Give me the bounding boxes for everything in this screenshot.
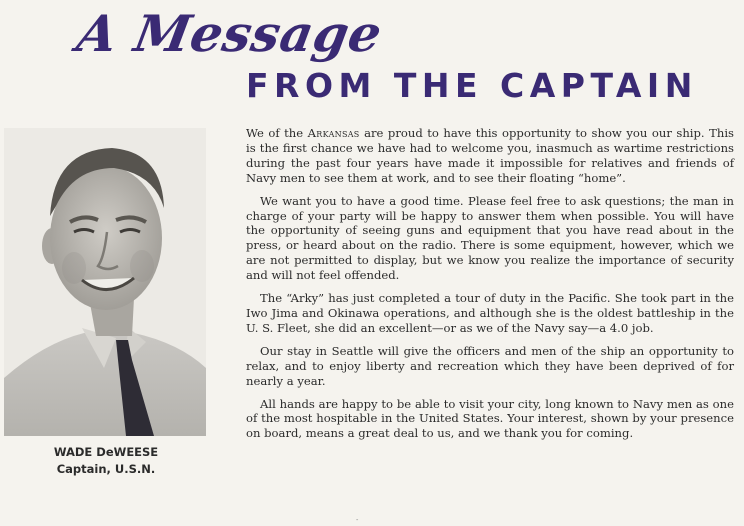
paragraph-5: All hands are happy to be able to visit your city, long known to Navy men as one of the most hospitable in the United States. Your interest, shown by your presence on board, means a great deal to us, and we thank you for coming.: [246, 396, 734, 441]
portrait-illustration: [4, 128, 206, 436]
captain-rank: Captain, U.S.N.: [56, 462, 156, 476]
captain-name: WADE DeWEESE: [53, 445, 159, 459]
paragraph-3: The “Arky” has just completed a tour of duty in the Pacific. She took part in the Iwo Jima and Okinawa operations, and although she is the oldest battleship in the U. S. Fleet, she did an excellent—or as we of the Navy say—a 4.0 job.: [246, 291, 734, 335]
paragraph-4: Our stay in Seattle will give the officers and men of the ship an opportunity to relax, and to enjoy liberty and recreation which they have been deprived of for nearly a year.: [246, 343, 734, 388]
ship-name: Arkansas: [307, 126, 360, 140]
page-title: FROM THE CAPTAIN: [246, 66, 698, 105]
script-heading: A Message: [72, 4, 387, 63]
paragraph-1: [246, 126, 734, 186]
paragraph-2: We want you to have a good time. Please feel free to ask questions; the man in charge of your party will be happy to answer them when possible. You will have the opportunity of seeing guns and equipment that you have read about in the press, or heard about on the radio. There is some equipment, however, which we are not permitted to display, but we know you realize the importance of security and will not feel offended.: [246, 193, 734, 283]
page-footer-mark: -: [356, 516, 359, 524]
captain-portrait-photo: [4, 128, 206, 436]
letter-body: [246, 126, 734, 449]
paragraph-1-rest: are proud to have this opportunity to show you our ship. This is the first chance we have had to welcome you, inasmuch as wartime restrictions during the past four years have made it impossible for relatives and friends of Navy men to see them at work, and to see their floating “home”.: [246, 126, 734, 185]
photo-caption: [0, 444, 212, 478]
paragraph-1-lead: We of the: [246, 126, 308, 140]
